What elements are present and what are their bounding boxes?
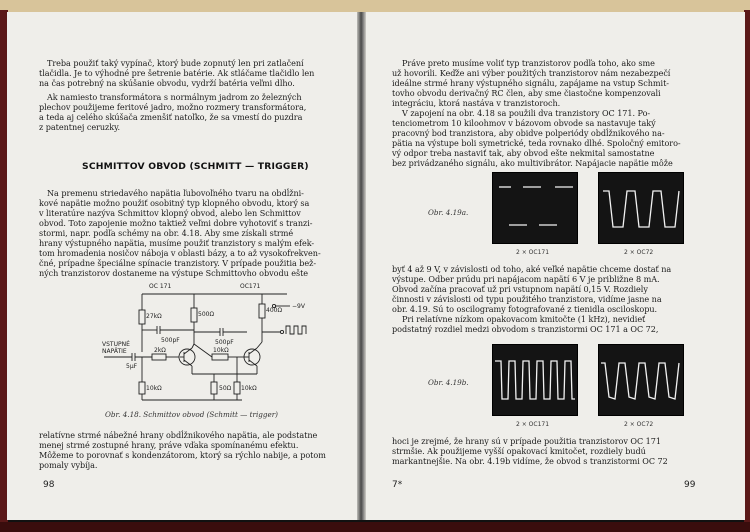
schematic-label-t2: OC171 [240,283,261,290]
text-line: pracovný bod tranzistora, aby obidve polperiódy obdĺžnikového na- [392,128,665,138]
left-page [7,12,357,520]
text-line: vý odpor treba nastaviť tak, aby obvod ešte nekmital samostatne [392,148,655,158]
oscillogram-b-oc72 [598,344,684,416]
book-cover-top [0,0,750,12]
text-line: ných tranzistorov dostaneme na výstupe Schmittovho obvodu ešte [39,268,309,278]
text-line: Môžeme to porovnať s kondenzátorom, ktorý sa rýchlo nabije, a potom [39,450,326,460]
text-line: čné, prípadne špeciálne spínacie tranzistory. V prípade použitia bež- [39,258,317,268]
text-line: byť 4 až 9 V, v závislosti od toho, aké veľké napätie chceme dostať na [392,264,672,274]
figure-caption: Obr. 4.18. Schmittov obvod (Schmitt — trigger) [105,410,278,419]
book-cover-bottom [0,522,750,532]
schmitt-trigger-schematic [102,282,312,407]
figure-label-4-19a: Obr. 4.19a. [428,208,469,217]
schematic-label-r5: 10kΩ [213,347,229,354]
text-line: Na premenu striedavého napätia ľubovoľného tvaru na obdĺžni- [47,188,304,198]
schematic-label-r6: 10kΩ [146,385,162,392]
text-line: kové napätie možno použiť osobitný typ klopného obvodu, ktorý sa [39,198,310,208]
text-line: obr. 4.19. Sú to oscilogramy fotografované z tienidla osciloskopu. [392,304,658,314]
text-line: hrany výstupného napätia, musíme použiť tranzistory s malým efek- [39,238,315,248]
text-line: činnosti v závislosti od typu použitého tranzistora, vidíme jasne na [392,294,662,304]
section-heading: SCHMITTOV OBVOD (SCHMITT — TRIGGER) [82,161,309,172]
figure-label-4-19b: Obr. 4.19b. [428,378,469,387]
text-line: strmšie. Ak použijeme vyšší opakovací kmitočet, rozdiely budú [392,446,646,456]
text-line: integráciu, ktorá nastáva v tranzistoroch. [392,98,561,108]
text-line: V zapojení na obr. 4.18 sa použili dva tranzistory OC 171. Po- [402,108,651,118]
text-line: hoci je zrejmé, že hrany sú v prípade použitia tranzistorov OC 171 [392,436,661,446]
text-line: ideálne strmé hrany výstupného signálu, zapájame na vstup Schmit- [392,78,669,88]
text-line: relatívne strmé nábežné hrany obdĺžnikového napätia, ale podstatne [39,430,318,440]
schematic-label-r8: 10kΩ [241,385,257,392]
page-number: 98 [43,480,55,490]
text-line: Pri relatívne nízkom opakovacom kmitočte (1 kHz), nevidieť [402,314,646,324]
text-line: menej strmé zostupné hrany, práve vďaka spomínanému efektu. [39,440,299,450]
text-line: už hovorili. Keďže ani výber použitých tranzistorov nám nezabezpečí [392,68,671,78]
text-line: obvod. Toto zapojenie možno taktiež veľmi dobre vyhotoviť s tranzi- [39,218,313,228]
right-page [366,12,745,520]
signature-mark: 7* [392,480,403,490]
text-line: plechov použijeme feritové jadro, možno rozmery transformátora, [39,102,307,112]
schematic-label-c3: 5µF [126,363,138,370]
text-line: pomaly vybíja. [39,460,98,470]
text-line: stormi, napr. podľa schémy na obr. 4.18. Aby sme získali strmé [39,228,294,238]
schematic-label-r2: 500Ω [198,311,215,318]
book-gutter [357,12,366,520]
text-line: výstupe. Odber prúdu pri napájacom napätí 6 V je približne 8 mA. [392,274,660,284]
text-line: pätia na výstupe boli symetrické, teda rovnako dlhé. Spoločný emitoro- [392,138,681,148]
text-line: na čas potrebný na skúšanie obvodu, vydrží batéria veľmi dlho. [39,78,295,88]
text-line: bez privádzaného signálu, ako multivibrátor. Napájacie napätie môže [392,158,673,168]
schematic-label-c1: 500pF [161,337,180,344]
oscillogram-a-oc72 [598,172,684,244]
text-line: markantnejšie. Na obr. 4.19b vidíme, že obvod s tranzistormi OC 72 [392,456,668,466]
schematic-label-r7: 50Ω [219,385,232,392]
oscillogram-a-oc171 [492,172,578,244]
oscillogram-b-oc171 [492,344,578,416]
text-line: Práve preto musíme voliť typ tranzistorov podľa toho, ako sme [402,58,655,68]
text-line: Ak namiesto transformátora s normálnym jadrom zo železných [47,92,302,102]
schematic-label-input2: NAPÄTIE [102,348,127,355]
text-line: tovho obvodu derivačný RC člen, aby sme čiastočne kompenzovali [392,88,661,98]
text-line: z patentnej ceruzky. [39,122,121,132]
text-line: tenciometrom 10 kiloohmov v bázovom obvode sa nastavuje taký [392,118,656,128]
text-line: tlačidla. Je to výhodné pre šetrenie batérie. Ak stláčame tlačidlo len [39,68,315,78]
schematic-label-r3: 400Ω [266,307,283,314]
scope-label-a-left: 2 × OC171 [516,249,550,256]
page-number: 99 [684,480,696,490]
text-line: a teda aj celého skúšača zmenšiť natoľko, že sa vmestí do puzdra [39,112,303,122]
schematic-label-c2: 500pF [215,339,234,346]
text-line: Treba použiť taký vypínač, ktorý bude zopnutý len pri zatlačení [47,58,304,68]
text-line: Obvod začína pracovať už pri vstupnom napätí 0,15 V. Rozdiely [392,284,648,294]
schematic-label-supply: −9V [292,303,305,310]
text-line: podstatný rozdiel medzi obvodom s tranzistormi OC 171 a OC 72, [392,324,659,334]
schematic-label-r4: 2kΩ [154,347,166,354]
scope-label-a-right: 2 × OC72 [624,249,654,256]
schematic-label-input: VSTUPNÉ [102,341,130,348]
text-line: v literatúre nazýva Schmittov klopný obvod, alebo len Schmittov [39,208,301,218]
schematic-label-r1: 27kΩ [146,313,162,320]
scope-label-b-left: 2 × OC171 [516,421,550,428]
text-line: tom hromadenia nosičov náboja v oblasti bázy, a to až vysokofrekven- [39,248,321,258]
schematic-label-t1: OC 171 [149,283,172,290]
scope-label-b-right: 2 × OC72 [624,421,654,428]
